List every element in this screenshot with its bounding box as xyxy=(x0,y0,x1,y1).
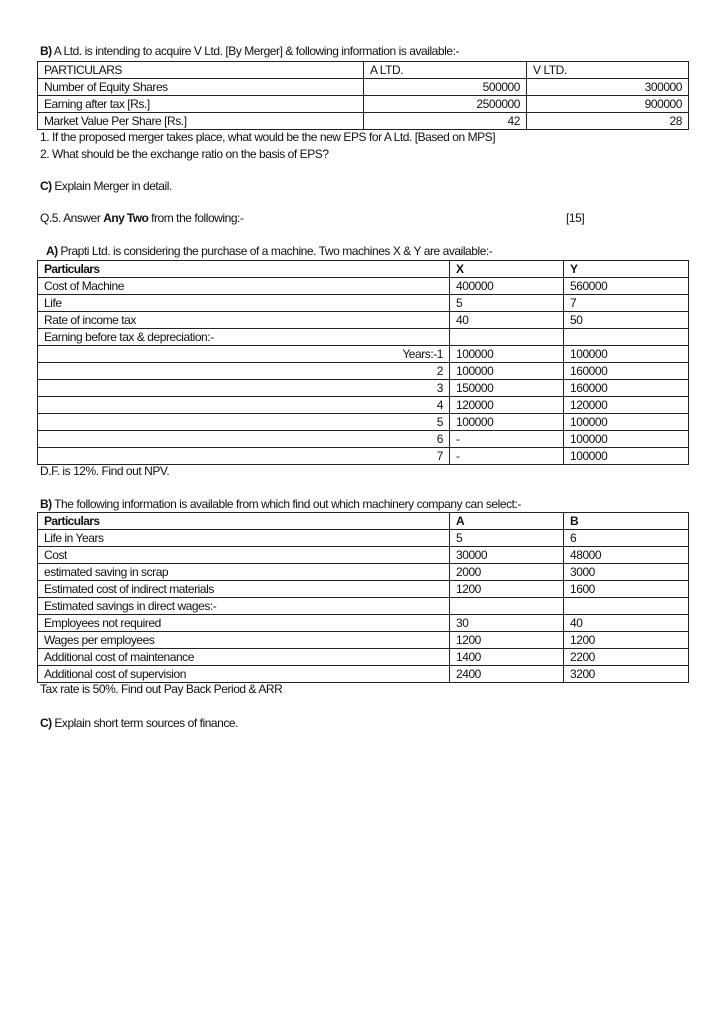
row-label: Number of Equity Shares xyxy=(38,79,364,96)
year-label: 3 xyxy=(38,380,450,397)
header-cell: V LTD. xyxy=(527,62,689,79)
header-cell: Particulars xyxy=(38,513,450,530)
machinery-selection-table xyxy=(37,512,689,683)
cell-value: 500000 xyxy=(364,79,527,96)
year-label: Years:-1 xyxy=(38,346,450,363)
cell-value: 560000 xyxy=(564,278,689,295)
table-row xyxy=(38,96,689,113)
cell-value: 48000 xyxy=(564,547,689,564)
cell-value: 28 xyxy=(527,113,689,130)
q5-marks: [15] xyxy=(566,211,585,225)
q5a-intro: A) Prapti Ltd. is considering the purchase of a machine. Two machines X & Y are available:- xyxy=(46,244,493,258)
year-label: 5 xyxy=(38,414,450,431)
cell-value: 6 xyxy=(564,530,689,547)
cell-value: 100000 xyxy=(450,414,564,431)
header-cell: A xyxy=(450,513,564,530)
q4b-intro: B) A Ltd. is intending to acquire V Ltd. [By Merger] & following information is available:- xyxy=(40,44,459,58)
table-row xyxy=(38,329,689,346)
year-row xyxy=(38,363,689,380)
row-label: Estimated savings in direct wages:- xyxy=(38,598,450,615)
q5b-note: Tax rate is 50%. Find out Pay Back Period & ARR xyxy=(40,682,283,696)
q5b-intro: B) The following information is available from which find out which machinery company can select:- xyxy=(40,497,521,511)
cell-value: 160000 xyxy=(564,363,689,380)
cell-value: 160000 xyxy=(564,380,689,397)
table-row xyxy=(38,530,689,547)
row-label: Market Value Per Share [Rs.] xyxy=(38,113,364,130)
year-row xyxy=(38,414,689,431)
table-row xyxy=(38,649,689,666)
row-label: Additional cost of maintenance xyxy=(38,649,450,666)
cell-value: - xyxy=(450,431,564,448)
cell-value: 50 xyxy=(564,312,689,329)
table-row xyxy=(38,598,689,615)
cell-value xyxy=(450,598,564,615)
cell-value: 30 xyxy=(450,615,564,632)
row-label: Wages per employees xyxy=(38,632,450,649)
cell-value: 3200 xyxy=(564,666,689,683)
row-label: Estimated cost of indirect materials xyxy=(38,581,450,598)
cell-value: 1600 xyxy=(564,581,689,598)
table-row xyxy=(38,295,689,312)
table-row xyxy=(38,666,689,683)
cell-value: 5 xyxy=(450,530,564,547)
cell-value: 40 xyxy=(450,312,564,329)
header-cell: B xyxy=(564,513,689,530)
cell-value: 42 xyxy=(364,113,527,130)
table-header-row xyxy=(38,261,689,278)
year-label: 7 xyxy=(38,448,450,465)
cell-value: 2400 xyxy=(450,666,564,683)
row-label: Earning after tax [Rs.] xyxy=(38,96,364,113)
machine-npv-table xyxy=(37,260,689,465)
cell-value: 30000 xyxy=(450,547,564,564)
cell-value: 100000 xyxy=(564,346,689,363)
year-row xyxy=(38,397,689,414)
table-header-row xyxy=(38,62,689,79)
header-cell: Y xyxy=(564,261,689,278)
cell-value: 1400 xyxy=(450,649,564,666)
row-label: Life xyxy=(38,295,450,312)
table-row xyxy=(38,113,689,130)
q5c-label: C) xyxy=(40,716,52,730)
year-label: 6 xyxy=(38,431,450,448)
cell-value xyxy=(450,329,564,346)
q4b-question-1: 1. If the proposed merger takes place, what would be the new EPS for A Ltd. [Based on MPS] xyxy=(40,130,496,144)
cell-value: 2200 xyxy=(564,649,689,666)
row-label: Additional cost of supervision xyxy=(38,666,450,683)
year-label: 2 xyxy=(38,363,450,380)
table-row xyxy=(38,615,689,632)
header-cell: PARTICULARS xyxy=(38,62,364,79)
cell-value: 100000 xyxy=(450,346,564,363)
year-row xyxy=(38,448,689,465)
cell-value: 2000 xyxy=(450,564,564,581)
cell-value: 120000 xyxy=(564,397,689,414)
row-label: Earning before tax & depreciation:- xyxy=(38,329,450,346)
q5-heading: Q.5. Answer Any Two from the following:- xyxy=(40,211,244,225)
q5a-note: D.F. is 12%. Find out NPV. xyxy=(40,464,170,478)
cell-value: 100000 xyxy=(564,414,689,431)
cell-value: 1200 xyxy=(450,632,564,649)
cell-value: 100000 xyxy=(564,431,689,448)
cell-value: 100000 xyxy=(450,363,564,380)
cell-value: 400000 xyxy=(450,278,564,295)
table-row xyxy=(38,632,689,649)
row-label: Cost xyxy=(38,547,450,564)
merger-table xyxy=(37,61,689,130)
header-cell: Particulars xyxy=(38,261,450,278)
cell-value: 2500000 xyxy=(364,96,527,113)
q4c-question: C) Explain Merger in detail. xyxy=(40,179,172,193)
cell-value: 5 xyxy=(450,295,564,312)
q4b-question-2: 2. What should be the exchange ratio on the basis of EPS? xyxy=(40,147,329,161)
year-row xyxy=(38,431,689,448)
q5b-label: B) xyxy=(40,497,52,511)
q4b-label: B) xyxy=(40,44,52,58)
cell-value xyxy=(564,598,689,615)
cell-value: 3000 xyxy=(564,564,689,581)
row-label: Rate of income tax xyxy=(38,312,450,329)
cell-value: 150000 xyxy=(450,380,564,397)
table-row xyxy=(38,547,689,564)
header-cell: X xyxy=(450,261,564,278)
cell-value: - xyxy=(450,448,564,465)
q4c-label: C) xyxy=(40,179,52,193)
table-row xyxy=(38,79,689,96)
cell-value: 300000 xyxy=(527,79,689,96)
cell-value: 1200 xyxy=(450,581,564,598)
header-cell: A LTD. xyxy=(364,62,527,79)
cell-value: 7 xyxy=(564,295,689,312)
cell-value: 100000 xyxy=(564,448,689,465)
row-label: Life in Years xyxy=(38,530,450,547)
cell-value xyxy=(564,329,689,346)
q5c-question: C) Explain short term sources of finance. xyxy=(40,716,239,730)
row-label: Cost of Machine xyxy=(38,278,450,295)
year-row xyxy=(38,346,689,363)
table-row xyxy=(38,278,689,295)
table-row xyxy=(38,581,689,598)
row-label: Employees not required xyxy=(38,615,450,632)
year-row xyxy=(38,380,689,397)
cell-value: 120000 xyxy=(450,397,564,414)
year-label: 4 xyxy=(38,397,450,414)
row-label: estimated saving in scrap xyxy=(38,564,450,581)
table-row xyxy=(38,312,689,329)
table-row xyxy=(38,564,689,581)
cell-value: 40 xyxy=(564,615,689,632)
q5a-label: A) xyxy=(46,244,58,258)
cell-value: 900000 xyxy=(527,96,689,113)
table-header-row xyxy=(38,513,689,530)
cell-value: 1200 xyxy=(564,632,689,649)
